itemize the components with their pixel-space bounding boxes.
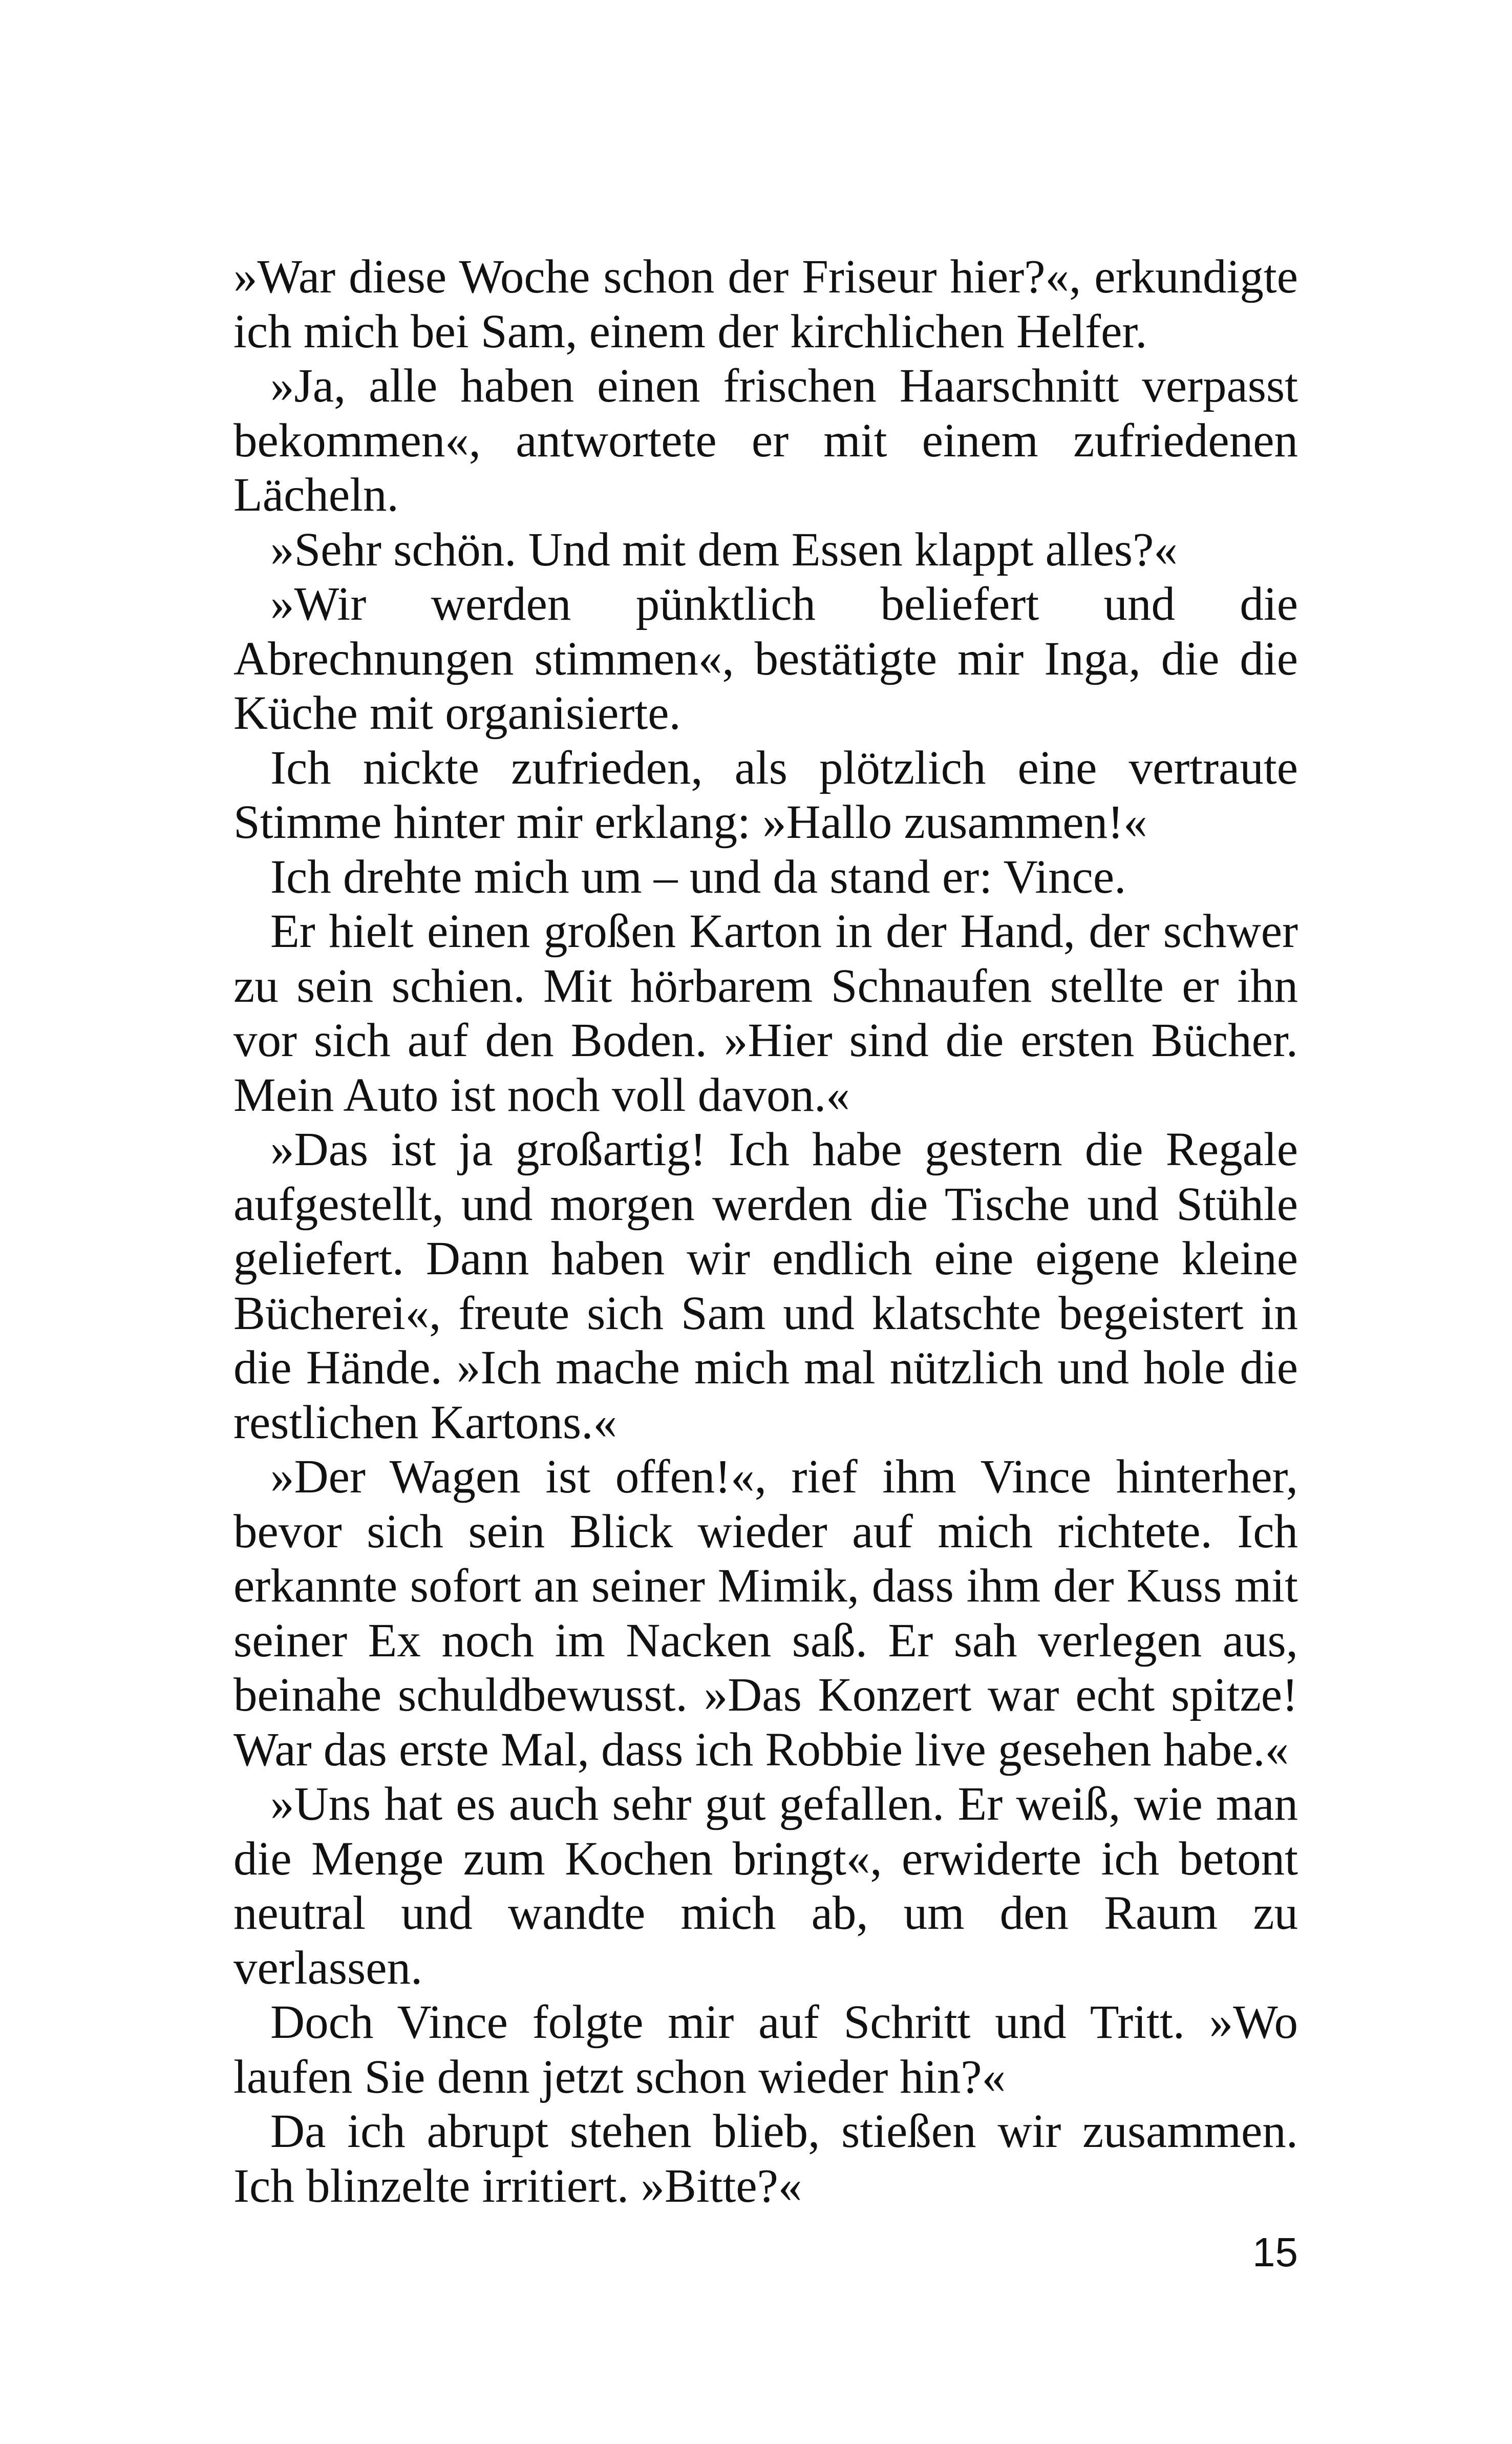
paragraph: »War diese Woche schon der Friseur hier?«, erkundigte ich mich bei Sam, einem der kirchlichen Helfer. (233, 250, 1298, 358)
paragraph: Er hielt einen großen Karton in der Hand, der schwer zu sein schien. Mit hörbarem Schnaufen stellte er ihn vor sich auf den Boden. »Hier sind die ersten Bücher. Mein Auto ist noch voll davon.« (233, 905, 1298, 1122)
paragraph: »Sehr schön. Und mit dem Essen klappt alles?« (270, 523, 1178, 576)
paragraph: Ich nickte zufrieden, als plötzlich eine vertraute Stimme hinter mir erklang: »Hallo zusammen!« (233, 741, 1298, 849)
paragraph: »Wir werden pünktlich beliefert und die Abrechnungen stimmen«, bestätigte mir Inga, die die Küche mit organisierte. (233, 578, 1298, 740)
paragraph: »Der Wagen ist offen!«, rief ihm Vince hinterher, bevor sich sein Blick wieder auf mich richtete. Ich erkannte sofort an seiner Mimik, dass ihm der Kuss mit seiner Ex noch im Nacken saß. Er sah verlegen aus, beinahe schuldbewusst. »Das Konzert war echt spitze! War das erste Mal, dass ich Robbie live gesehen habe.« (233, 1450, 1298, 1776)
paragraph: Doch Vince folgte mir auf Schritt und Tritt. »Wo laufen Sie denn jetzt schon wieder hin?« (233, 1996, 1298, 2103)
page-number: 15 (1252, 2229, 1298, 2275)
body-text (233, 250, 1298, 2214)
paragraph: Ich drehte mich um – und da stand er: Vince. (270, 850, 1126, 903)
paragraph: »Uns hat es auch sehr gut gefallen. Er weiß, wie man die Menge zum Kochen bringt«, erwiderte ich betont neutral und wandte mich ab, um den Raum zu verlassen. (233, 1778, 1298, 1994)
paragraph: »Ja, alle haben einen frischen Haarschnitt verpasst bekommen«, antwortete er mit einem zufriedenen Lächeln. (233, 360, 1298, 521)
paragraph: Da ich abrupt stehen blieb, stießen wir zusammen. Ich blinzelte irritiert. »Bitte?« (233, 2105, 1298, 2213)
paragraph: »Das ist ja großartig! Ich habe gestern die Regale aufgestellt, und morgen werden die Tische und Stühle geliefert. Dann haben wir endlich eine eigene kleine Bücherei«, freute sich Sam und klatschte begeistert in die Hände. »Ich mache mich mal nützlich und hole die restlichen Kartons.« (233, 1123, 1298, 1449)
